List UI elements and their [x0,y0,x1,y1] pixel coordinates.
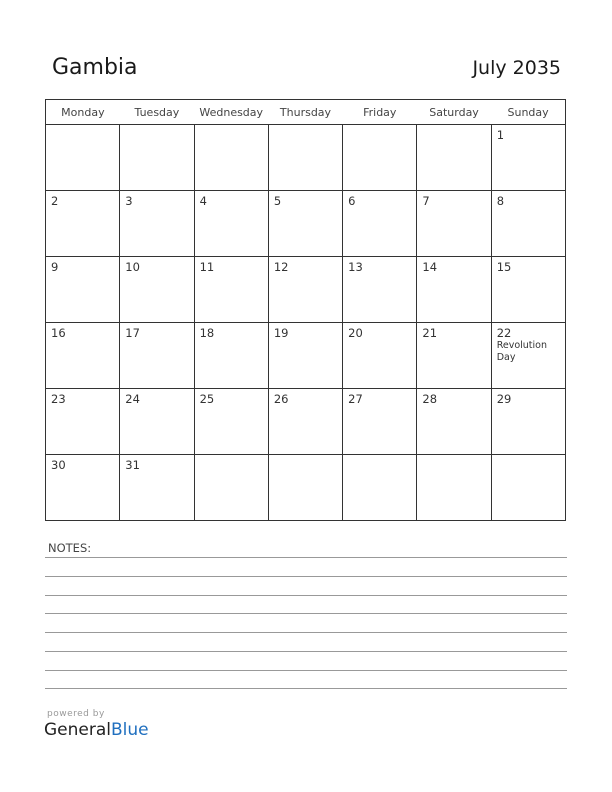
day-number: 16 [51,326,66,340]
day-number: 31 [125,458,140,472]
day-number: 8 [496,194,505,208]
notes-line [45,670,567,671]
weekday-header: Monday [46,100,120,125]
day-cell[interactable] [194,389,268,455]
notes-line [45,557,567,558]
day-number: 28 [422,392,438,406]
country-title: Gambia [52,55,138,80]
day-number: 14 [422,260,438,274]
week-row [46,323,566,389]
day-number: 20 [348,326,363,340]
day-number: 27 [348,392,363,406]
day-cell[interactable] [417,389,491,455]
day-cell[interactable] [491,125,565,191]
notes-line [45,688,567,689]
calendar-grid [45,99,566,521]
day-cell[interactable] [343,455,417,521]
day-number: 6 [348,194,356,208]
day-cell[interactable] [268,323,342,389]
day-cell[interactable] [343,389,417,455]
day-cell[interactable] [268,455,342,521]
day-cell[interactable] [343,323,417,389]
notes-label: NOTES: [48,541,92,555]
day-cell[interactable] [46,389,120,455]
day-number: 11 [199,260,215,274]
day-cell[interactable] [491,389,565,455]
day-number: 4 [199,194,207,208]
month-year-title: July 2035 [472,57,561,79]
day-number: 21 [422,326,438,340]
day-cell[interactable] [268,191,342,257]
day-cell[interactable] [343,257,417,323]
day-cell[interactable] [343,125,417,191]
notes-line [45,651,567,652]
powered-by-text: powered by [47,709,105,719]
day-number: 9 [51,260,59,274]
day-cell[interactable] [417,455,491,521]
day-cell[interactable] [194,323,268,389]
brand-logo[interactable] [44,720,149,740]
day-number: 2 [51,194,59,208]
week-row [46,389,566,455]
day-cell[interactable] [417,323,491,389]
day-number: 22 [496,326,512,340]
day-number: 5 [273,194,282,208]
day-cell[interactable] [194,191,268,257]
weekday-header: Saturday [417,100,491,125]
brand-general: General [44,720,111,740]
weekday-header: Friday [343,100,417,125]
week-row [46,191,566,257]
day-cell[interactable] [120,257,194,323]
day-cell[interactable] [417,191,491,257]
day-cell[interactable] [194,257,268,323]
day-cell[interactable] [268,257,342,323]
day-cell[interactable] [120,389,194,455]
day-cell[interactable] [46,191,120,257]
day-number: 23 [51,392,66,406]
day-cell[interactable] [120,125,194,191]
notes-line [45,613,567,614]
day-cell[interactable] [120,191,194,257]
day-cell[interactable] [120,455,194,521]
day-number: 15 [496,260,512,274]
day-number: 26 [273,392,289,406]
day-number: 13 [348,260,363,274]
day-cell[interactable] [417,125,491,191]
day-number: 29 [496,392,512,406]
day-cell[interactable] [46,257,120,323]
weekday-header: Wednesday [194,100,268,125]
notes-line [45,576,567,577]
day-number: 1 [496,128,505,142]
day-number: 10 [125,260,140,274]
week-row [46,455,566,521]
day-number: 25 [199,392,215,406]
holiday-label: Revolution Day [496,340,547,363]
weekday-header-row [46,100,566,125]
notes-line [45,595,567,596]
day-cell[interactable] [491,191,565,257]
day-cell[interactable] [491,257,565,323]
weekday-header: Sunday [491,100,565,125]
day-cell[interactable] [268,125,342,191]
week-row [46,257,566,323]
day-number: 12 [273,260,289,274]
weekday-header: Thursday [268,100,342,125]
day-number: 7 [422,194,430,208]
brand-blue: Blue [111,720,149,740]
day-cell[interactable] [120,323,194,389]
day-number: 30 [51,458,66,472]
day-cell[interactable] [343,191,417,257]
day-cell[interactable] [194,455,268,521]
notes-line [45,632,567,633]
day-cell[interactable] [268,389,342,455]
week-row [46,125,566,191]
day-cell[interactable] [46,455,120,521]
day-cell[interactable] [491,323,565,389]
day-cell[interactable] [491,455,565,521]
day-cell[interactable] [46,125,120,191]
weekday-header: Tuesday [120,100,194,125]
day-number: 3 [125,194,133,208]
day-number: 17 [125,326,140,340]
day-number: 24 [125,392,140,406]
day-cell[interactable] [46,323,120,389]
day-cell[interactable] [194,125,268,191]
day-number: 19 [273,326,289,340]
day-cell[interactable] [417,257,491,323]
day-number: 18 [199,326,215,340]
